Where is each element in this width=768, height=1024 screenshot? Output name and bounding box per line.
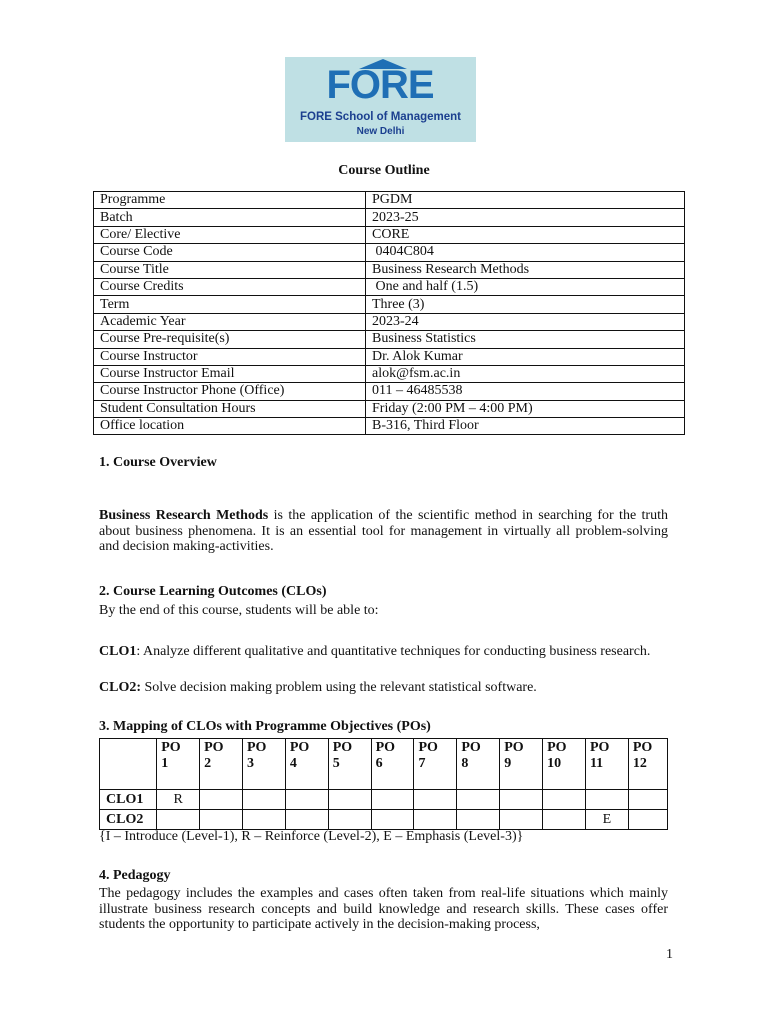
fore-logo xyxy=(285,57,476,142)
po-header-prefix: PO xyxy=(461,740,481,755)
mapping-legend: {I – Introduce (Level-1), R – Reinforce (Level-2), E – Emphasis (Level-3)} xyxy=(99,829,524,844)
clo1-text: : Analyze different qualitative and quantitative techniques for conducting business research. xyxy=(136,644,651,659)
clo2-text: Solve decision making problem using the relevant statistical software. xyxy=(141,680,537,695)
po-header-number: 2 xyxy=(204,756,212,771)
course-info-table xyxy=(93,191,685,435)
po-corner-cell xyxy=(100,739,157,790)
clo1-label: CLO1 xyxy=(99,644,137,659)
mapping-cell xyxy=(457,810,500,830)
pedagogy-paragraph: The pedagogy includes the examples and cases often taken from real-life situations which mainly illustrate business research concepts and build knowledge and research skills. These cases offer students the opportunity to participate actively in the decision-making process, xyxy=(99,886,668,932)
clo2-paragraph xyxy=(99,680,668,696)
info-value: 2023-24 xyxy=(366,313,685,330)
info-value: Three (3) xyxy=(366,296,685,313)
po-header-number: 8 xyxy=(461,756,469,771)
info-row xyxy=(94,296,685,313)
section-4-heading: 4. Pedagogy xyxy=(99,868,171,883)
mapping-cell xyxy=(414,790,457,810)
po-header-prefix: PO xyxy=(547,740,567,755)
info-value: Business Research Methods xyxy=(366,261,685,278)
mapping-cell xyxy=(500,810,543,830)
info-value: B-316, Third Floor xyxy=(366,418,685,435)
po-header-prefix: PO xyxy=(289,740,310,755)
info-row xyxy=(94,192,685,209)
mapping-cell xyxy=(328,790,371,810)
info-row xyxy=(94,418,685,435)
info-value: One and half (1.5) xyxy=(366,278,685,295)
mapping-cell xyxy=(285,810,328,830)
mapping-cell xyxy=(371,810,414,830)
mapping-cell xyxy=(242,810,285,830)
po-header-prefix: PO xyxy=(161,740,181,755)
info-row xyxy=(94,400,685,417)
info-row xyxy=(94,244,685,261)
mapping-cell xyxy=(414,810,457,830)
po-header-row xyxy=(100,739,668,790)
clo-row-label: CLO2 xyxy=(100,810,157,830)
info-row xyxy=(94,365,685,382)
info-row xyxy=(94,226,685,243)
po-header-cell xyxy=(585,739,628,790)
po-header-prefix: PO xyxy=(204,740,224,755)
info-key: Core/ Elective xyxy=(94,226,366,243)
info-key: Course Title xyxy=(94,261,366,278)
mapping-cell xyxy=(242,790,285,810)
mapping-cell xyxy=(200,790,243,810)
po-header-cell xyxy=(328,739,371,790)
po-header-cell xyxy=(457,739,500,790)
mapping-cell xyxy=(543,810,586,830)
overview-bold-lead: Business Research Methods xyxy=(99,508,269,523)
clo-row xyxy=(100,790,668,810)
mapping-cell xyxy=(628,790,667,810)
info-value: Business Statistics xyxy=(366,331,685,348)
info-key: Course Instructor xyxy=(94,348,366,365)
info-key: Course Credits xyxy=(94,278,366,295)
mapping-cell xyxy=(157,810,200,830)
info-value: 2023-25 xyxy=(366,209,685,226)
clo-row xyxy=(100,810,668,830)
mapping-cell xyxy=(200,810,243,830)
mapping-cell xyxy=(285,790,328,810)
info-value: Dr. Alok Kumar xyxy=(366,348,685,365)
po-header-cell xyxy=(414,739,457,790)
logo-school-name: FORE School of Management xyxy=(299,111,461,123)
info-value: alok@fsm.ac.in xyxy=(366,365,685,382)
po-header-cell xyxy=(285,739,328,790)
mapping-cell xyxy=(585,790,628,810)
section-3-heading: 3. Mapping of CLOs with Programme Objectives (POs) xyxy=(99,719,431,734)
clo1-paragraph xyxy=(99,642,668,661)
po-header-prefix: PO xyxy=(504,740,524,755)
po-header-number: 6 xyxy=(375,756,383,771)
document-title: Course Outline xyxy=(338,163,430,178)
po-header-prefix: PO xyxy=(246,740,267,755)
info-key: Course Instructor Phone (Office) xyxy=(94,383,366,400)
info-key: Academic Year xyxy=(94,313,366,330)
po-header-number: 7 xyxy=(418,756,426,771)
section-1-heading: 1. Course Overview xyxy=(99,455,217,470)
info-row xyxy=(94,331,685,348)
clo2-label: CLO2: xyxy=(99,680,141,695)
page-number: 1 xyxy=(666,947,673,962)
po-header-cell xyxy=(371,739,414,790)
info-key: Course Pre-requisite(s) xyxy=(94,331,366,348)
logo-city: New Delhi xyxy=(356,126,405,137)
po-header-cell xyxy=(543,739,586,790)
po-header-prefix: PO xyxy=(332,740,353,755)
mapping-cell xyxy=(371,790,414,810)
po-header-cell xyxy=(200,739,243,790)
info-key: Batch xyxy=(94,209,366,226)
po-header-cell xyxy=(500,739,543,790)
info-key: Course Instructor Email xyxy=(94,365,366,382)
info-row xyxy=(94,261,685,278)
po-header-number: 3 xyxy=(246,756,254,771)
info-value: 0404C804 xyxy=(366,244,685,261)
mapping-cell xyxy=(457,790,500,810)
info-key: Programme xyxy=(94,192,366,209)
info-value: 011 – 46485538 xyxy=(366,383,685,400)
clo-intro: By the end of this course, students will be able to: xyxy=(99,603,379,618)
po-header-number: 10 xyxy=(547,756,562,771)
info-key: Term xyxy=(94,296,366,313)
po-header-cell xyxy=(157,739,200,790)
course-overview-paragraph xyxy=(99,508,668,555)
info-row xyxy=(94,348,685,365)
po-header-number: 12 xyxy=(632,756,647,771)
clo-po-mapping-table xyxy=(99,738,668,830)
mapping-cell xyxy=(500,790,543,810)
po-header-prefix: PO xyxy=(589,740,610,755)
mapping-cell xyxy=(328,810,371,830)
po-header-prefix: PO xyxy=(375,740,396,755)
info-row xyxy=(94,278,685,295)
info-row xyxy=(94,383,685,400)
info-value: CORE xyxy=(366,226,685,243)
po-header-cell xyxy=(628,739,667,790)
po-header-cell xyxy=(242,739,285,790)
clo-row-label: CLO1 xyxy=(100,790,157,810)
mapping-cell: R xyxy=(157,790,200,810)
po-header-number: 11 xyxy=(589,756,604,771)
po-header-prefix: PO xyxy=(632,740,653,755)
info-key: Office location xyxy=(94,418,366,435)
mapping-cell: E xyxy=(585,810,628,830)
info-key: Course Code xyxy=(94,244,366,261)
po-header-number: 1 xyxy=(161,756,169,771)
po-header-prefix: PO xyxy=(418,740,438,755)
mapping-cell xyxy=(543,790,586,810)
logo-mark: FORE xyxy=(326,63,434,107)
info-value: PGDM xyxy=(366,192,685,209)
mapping-cell xyxy=(628,810,667,830)
info-row xyxy=(94,209,685,226)
info-value: Friday (2:00 PM – 4:00 PM) xyxy=(366,400,685,417)
po-header-number: 9 xyxy=(504,756,512,771)
section-2-heading: 2. Course Learning Outcomes (CLOs) xyxy=(99,584,327,599)
info-key: Student Consultation Hours xyxy=(94,400,366,417)
po-header-number: 4 xyxy=(289,756,297,771)
po-header-number: 5 xyxy=(332,756,340,771)
overview-text: is the application of the scientific method in searching for the truth about business phenomena. It is an essential tool for management in virtually all problem-solving and decision making-activities. xyxy=(99,508,668,554)
info-row xyxy=(94,313,685,330)
